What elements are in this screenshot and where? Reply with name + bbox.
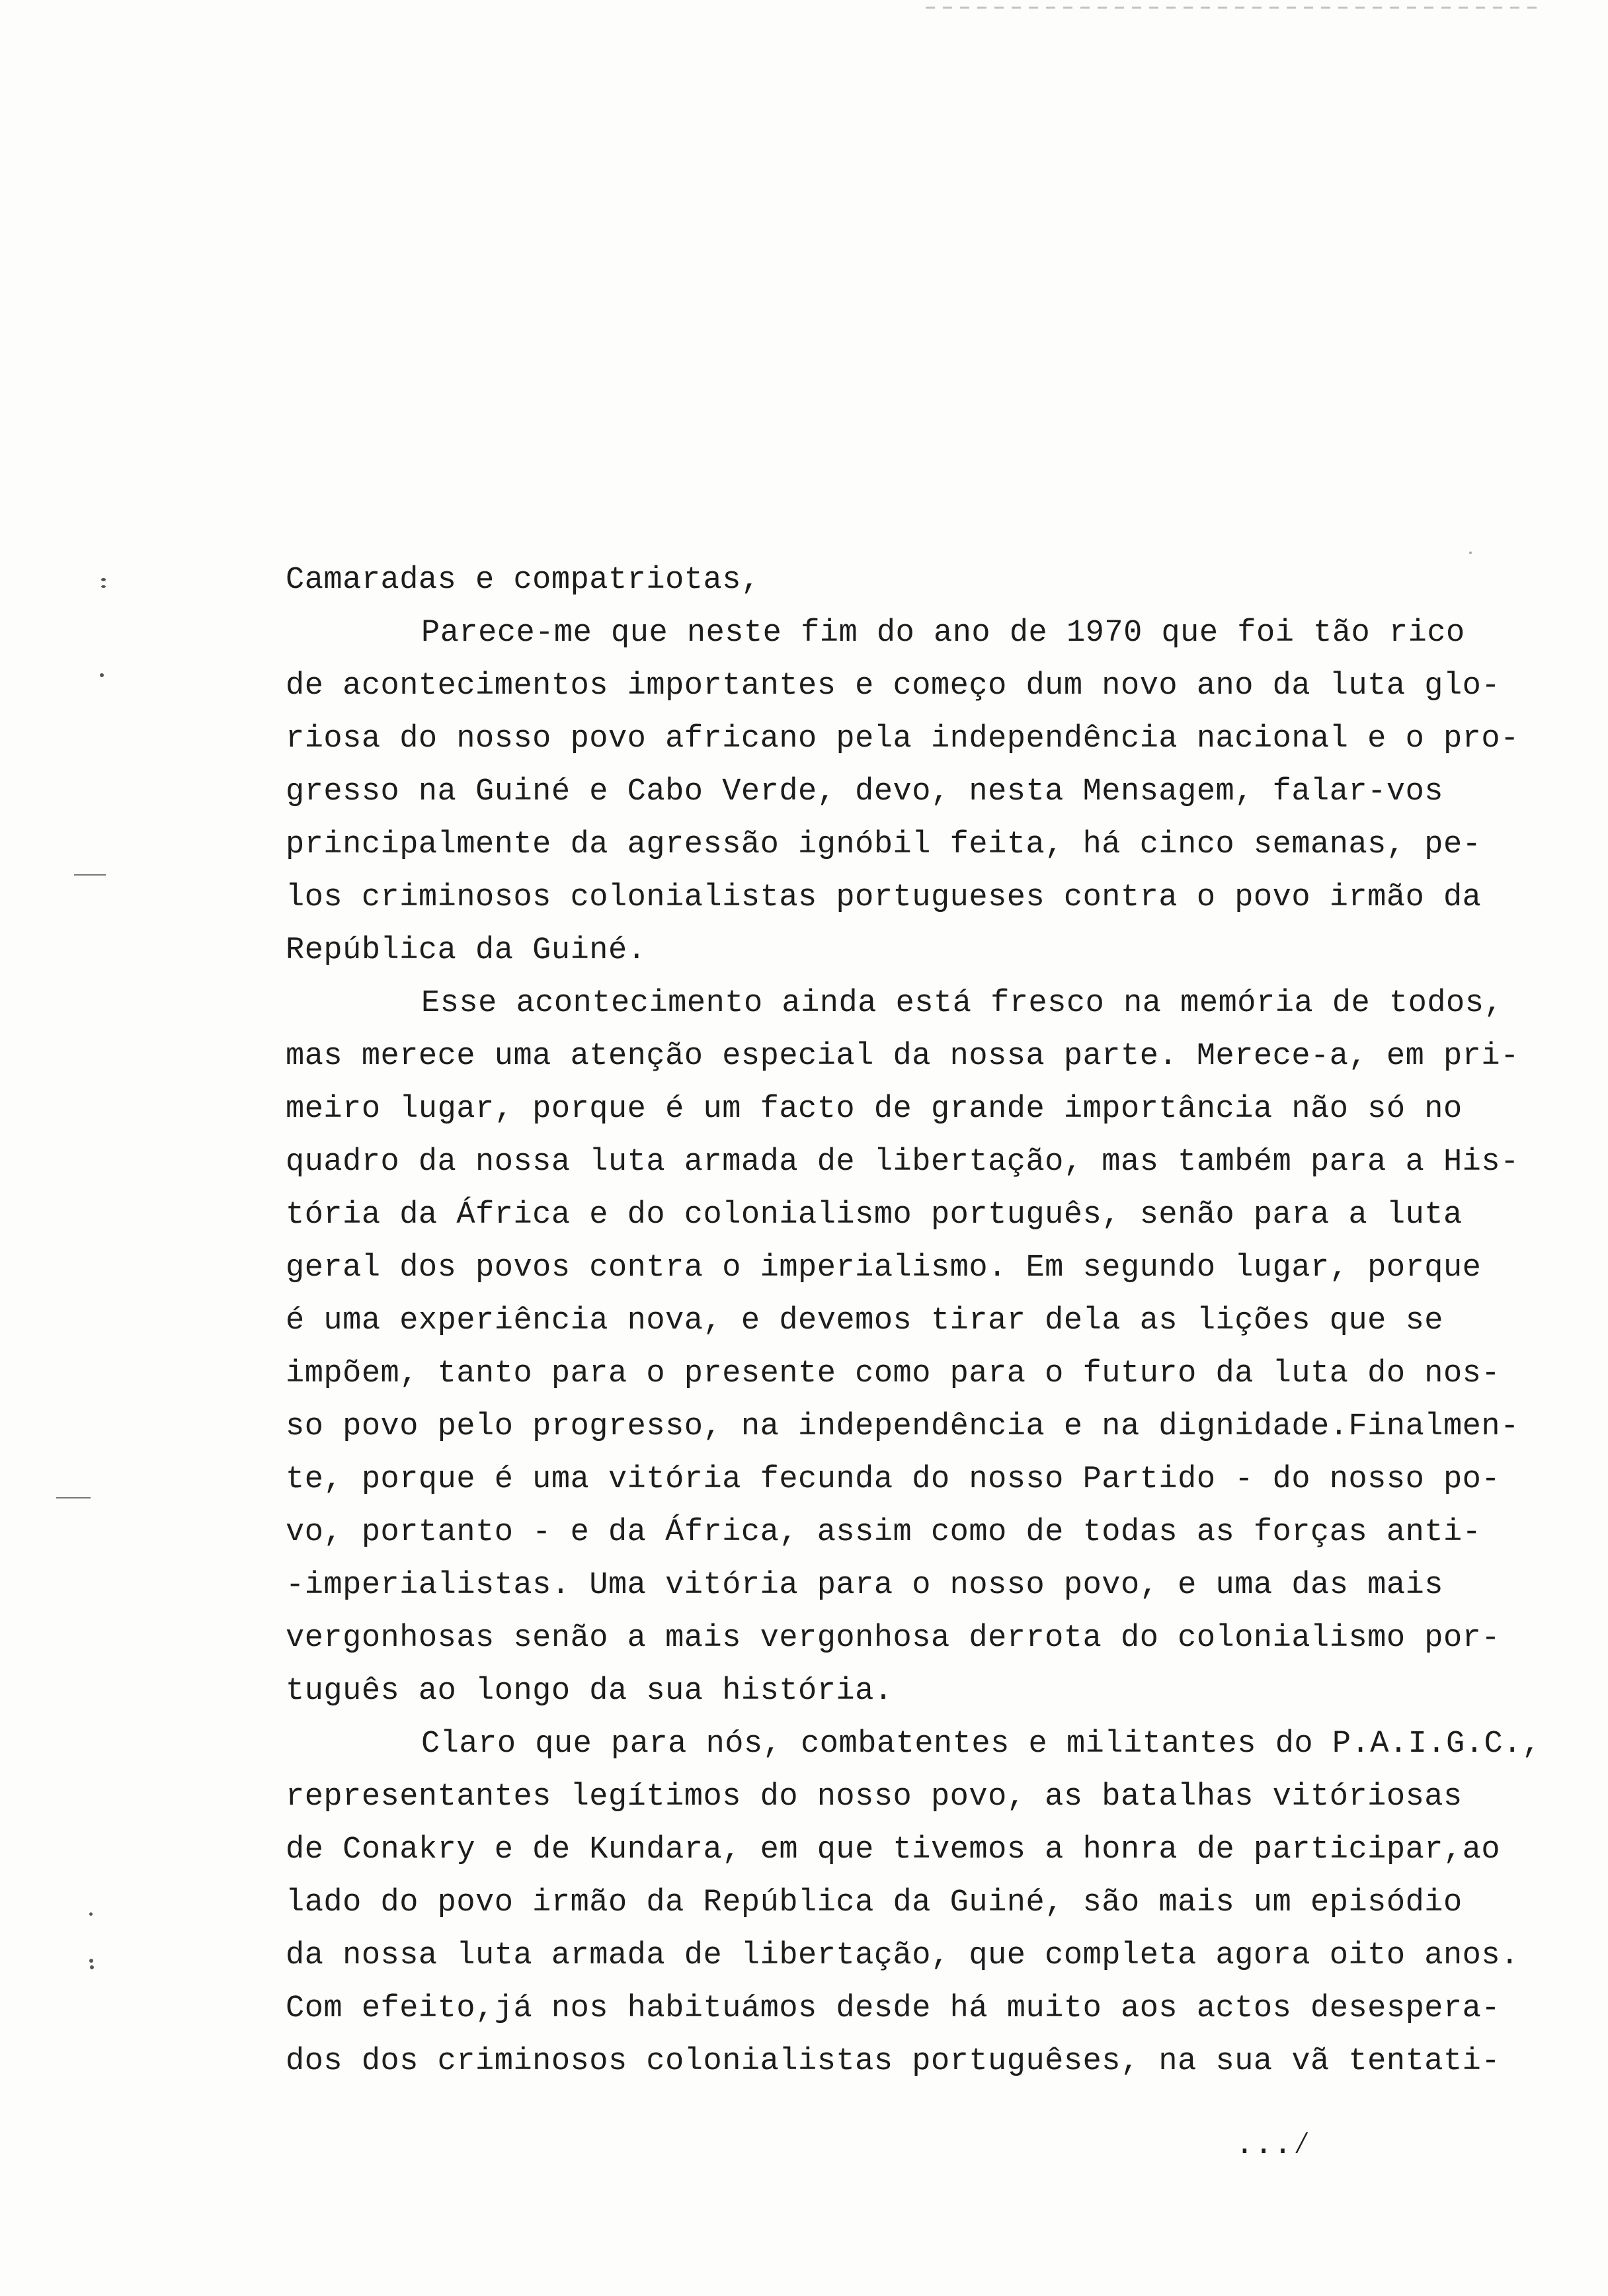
- continuation-mark: ...⁄: [1235, 2127, 1312, 2163]
- text-line: lado do povo irmão da República da Guiné, são mais um episódio: [286, 1885, 1463, 1920]
- text-line: principalmente da agressão ignóbil feita, há cinco semanas, pe-: [286, 827, 1482, 862]
- text-line: de acontecimentos importantes e começo dum novo ano da luta glo-: [286, 669, 1501, 704]
- text-line: República da Guiné.: [286, 933, 647, 968]
- text-line: vo, portanto - e da África, assim como de todas as forças anti-: [286, 1515, 1482, 1550]
- text-line: geral dos povos contra o imperialismo. Em segundo lugar, porque: [286, 1250, 1482, 1286]
- text-line: é uma experiência nova, e devemos tirar dela as lições que se: [286, 1303, 1443, 1338]
- scan-mark: [56, 1497, 91, 1498]
- paragraph-3: [286, 1718, 1542, 2088]
- text-line: -imperialistas. Uma vitória para o nosso povo, e uma das mais: [286, 1568, 1443, 1603]
- text-line: riosa do nosso povo africano pela independência nacional e o pro-: [286, 721, 1519, 757]
- text-line: impõem, tanto para o presente como para o futuro da luta do nos-: [286, 1356, 1501, 1391]
- text-line: quadro da nossa luta armada de libertação, mas também para a His-: [286, 1145, 1519, 1180]
- paragraph-2: [286, 977, 1542, 1718]
- letter-body: [286, 554, 1542, 2088]
- text-line: Esse acontecimento ainda está fresco na memória de todos,: [421, 986, 1504, 1021]
- text-line: meiro lugar, porque é um facto de grande importância não só no: [286, 1092, 1463, 1127]
- text-line: tuguês ao longo da sua história.: [286, 1674, 893, 1709]
- text-line: representantes legítimos do nosso povo, as batalhas vitóriosas: [286, 1780, 1463, 1815]
- text-line: gresso na Guiné e Cabo Verde, devo, nesta Mensagem, falar-vos: [286, 774, 1443, 809]
- scan-speck: [101, 578, 106, 581]
- text-line: tória da África e do colonialismo português, senão para a luta: [286, 1198, 1463, 1233]
- text-line: los criminosos colonialistas portugueses contra o povo irmão da: [286, 880, 1482, 915]
- text-line: so povo pelo progresso, na independência e na dignidade.Finalmen-: [286, 1409, 1519, 1444]
- text-line: da nossa luta armada de libertação, que completa agora oito anos.: [286, 1938, 1519, 1973]
- text-line: mas merece uma atenção especial da nossa parte. Merece-a, em pri-: [286, 1039, 1519, 1074]
- scan-speck: [89, 1959, 93, 1963]
- salutation: Camaradas e compatriotas,: [286, 563, 760, 598]
- scan-speck: [89, 1912, 93, 1916]
- text-line: Parece-me que neste fim do ano de 1970 que foi tão rico: [421, 616, 1465, 651]
- scan-speck: [101, 585, 106, 588]
- text-line: dos dos criminosos colonialistas portuguêses, na sua vã tentati-: [286, 2044, 1501, 2079]
- text-line: Com efeito,já nos habituámos desde há muito aos actos desespera-: [286, 1991, 1501, 2026]
- text-line: te, porque é uma vitória fecunda do nosso Partido - do nosso po-: [286, 1462, 1501, 1497]
- scan-speck: [100, 673, 104, 677]
- scan-speck: [90, 1965, 94, 1969]
- scan-artifact: [926, 7, 1541, 9]
- scan-mark: [74, 874, 106, 876]
- paragraph-1: [286, 607, 1542, 977]
- text-line: vergonhosas senão a mais vergonhosa derrota do colonialismo por-: [286, 1621, 1501, 1656]
- text-line: Claro que para nós, combatentes e militantes do P.A.I.G.C.,: [421, 1727, 1541, 1762]
- text-line: de Conakry e de Kundara, em que tivemos a honra de participar,ao: [286, 1832, 1501, 1867]
